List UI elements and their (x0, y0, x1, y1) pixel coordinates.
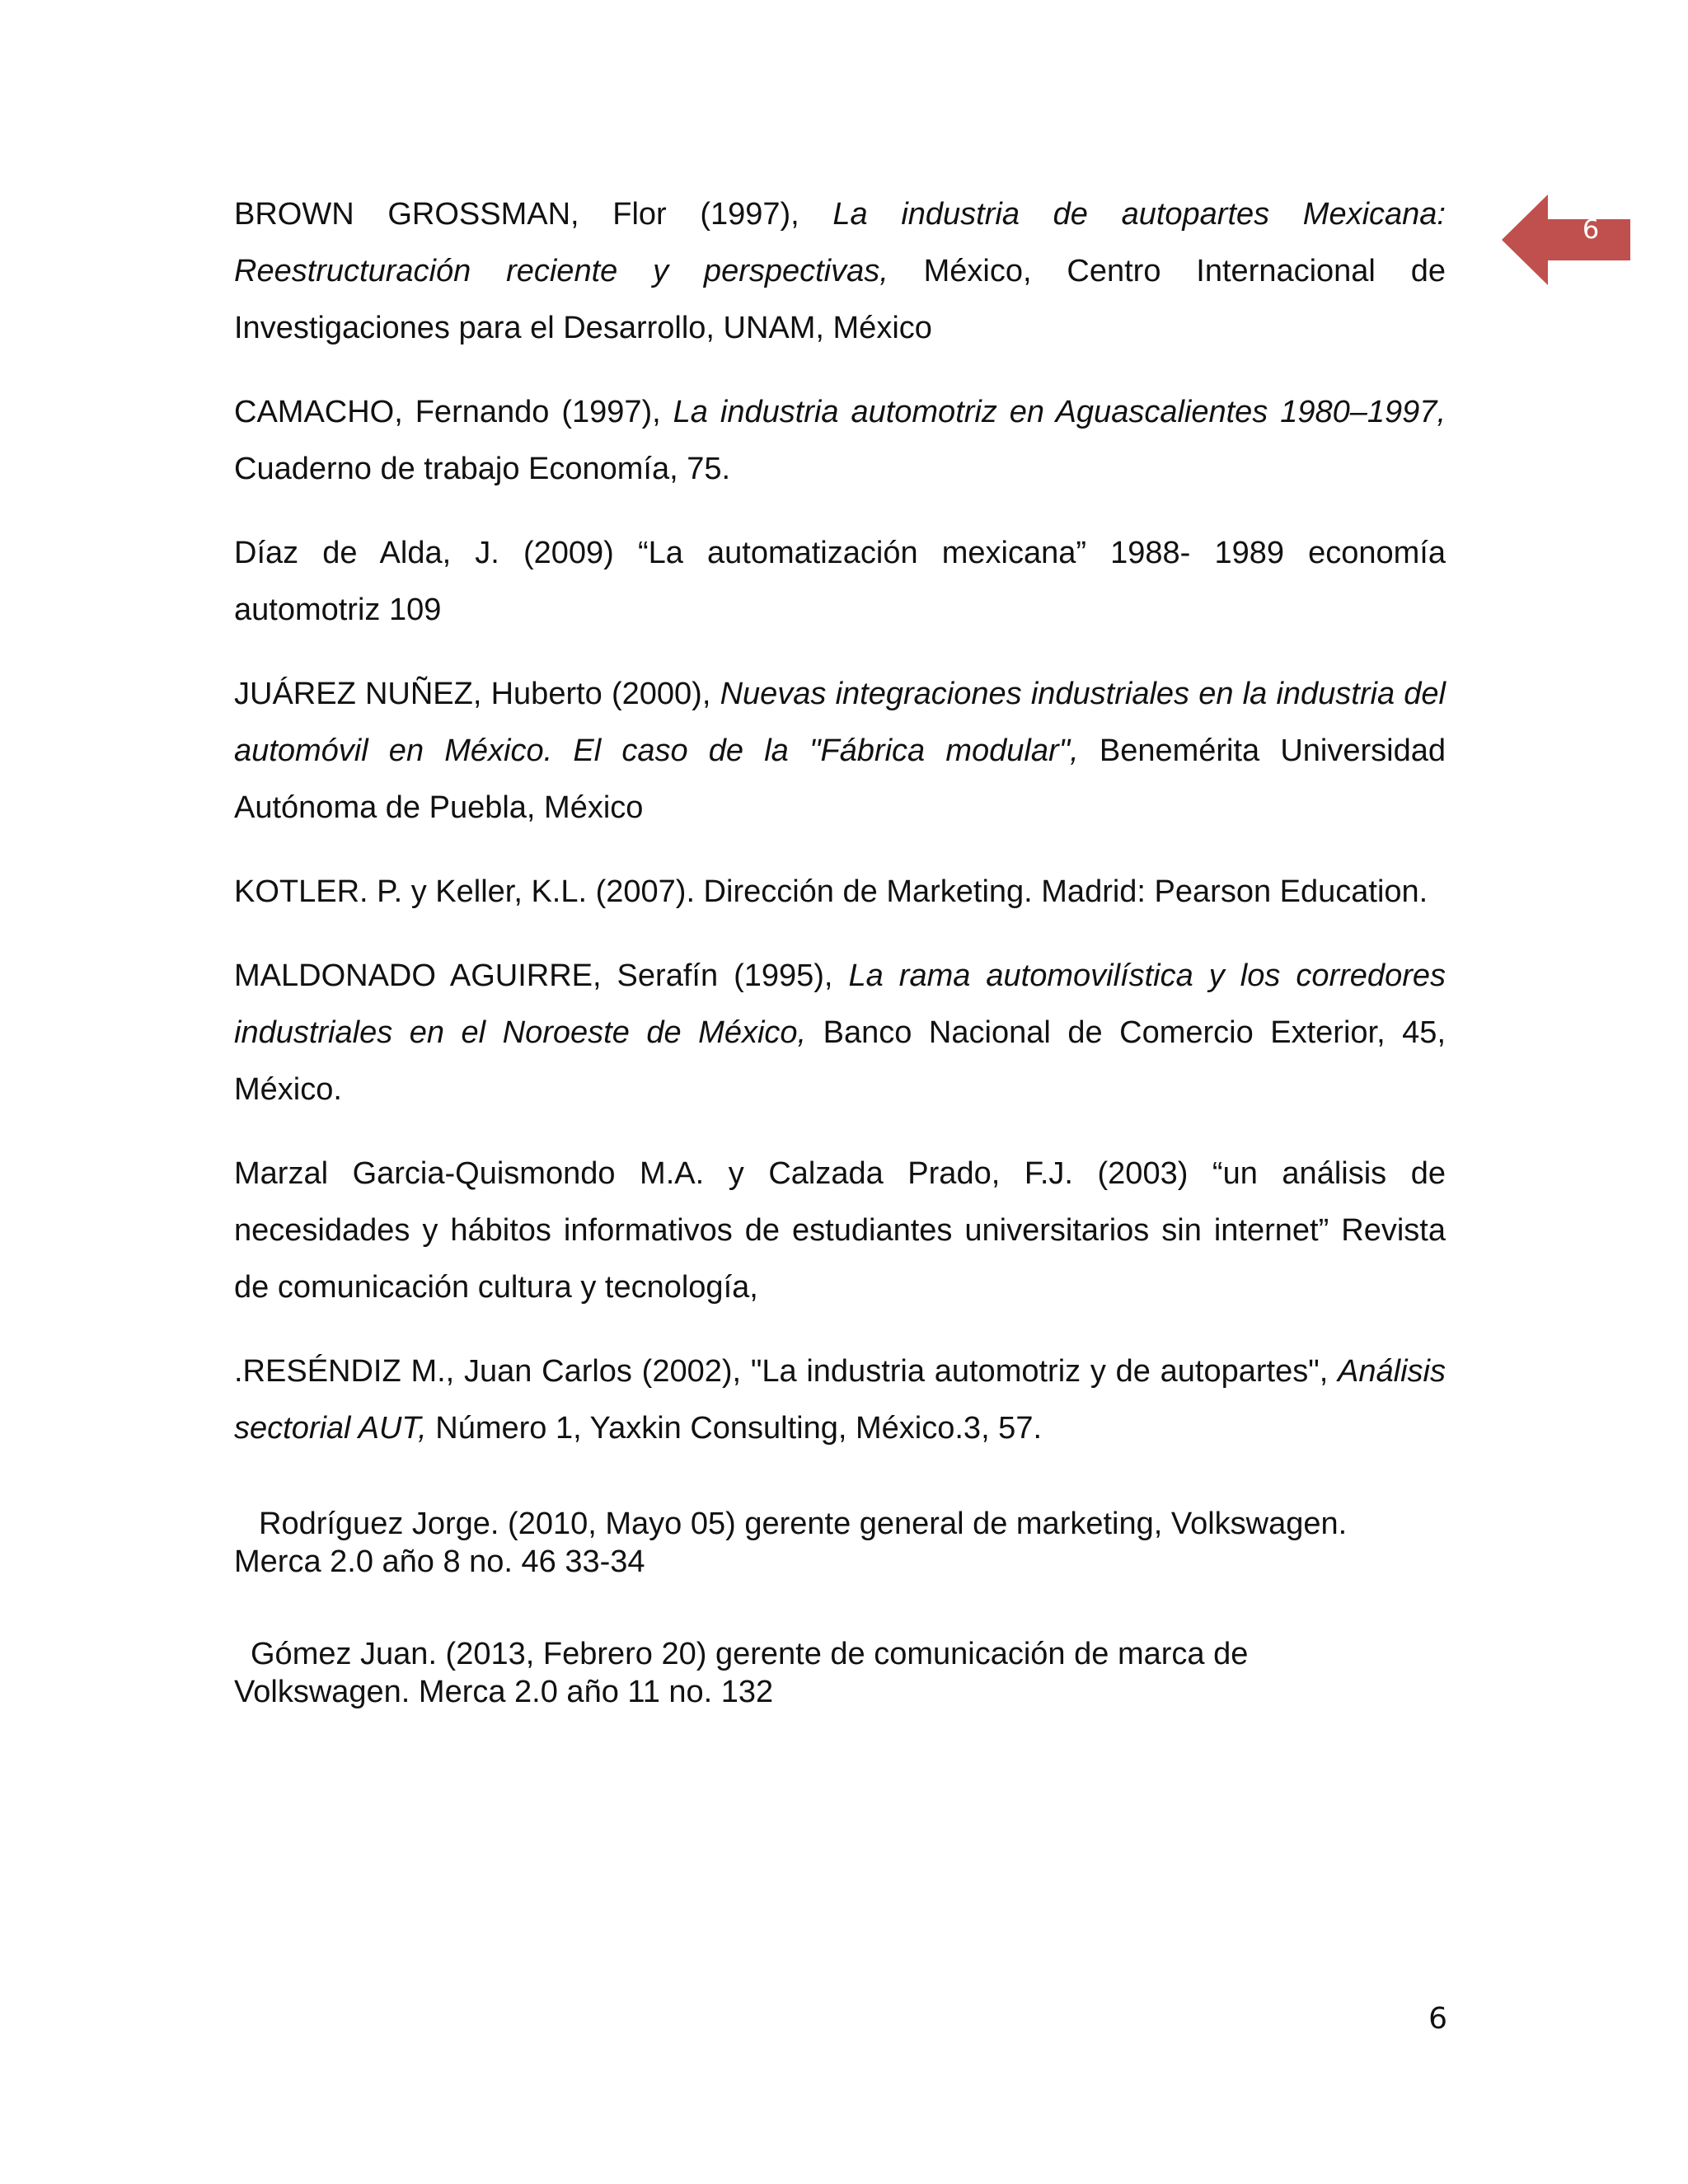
reference-entry (234, 186, 1446, 357)
interview-line: Merca 2.0 año 8 no. 46 33-34 (234, 1544, 645, 1579)
reference-list (234, 186, 1446, 1711)
reference-text: CAMACHO, Fernando (1997), (234, 395, 673, 429)
reference-entry (234, 525, 1446, 639)
interview-line: Volkswagen. Merca 2.0 año 11 no. 132 (234, 1675, 774, 1709)
reference-title: La rama automovilística y los corredores industriales en el Noroeste de México, (234, 958, 1446, 1050)
reference-entry (234, 1343, 1446, 1457)
reference-entry (234, 384, 1446, 498)
reference-text: JUÁREZ NUÑEZ, Huberto (2000), (234, 677, 720, 711)
interview-reference (234, 1635, 1446, 1711)
page-marker (1502, 194, 1630, 285)
reference-entry (234, 864, 1446, 921)
page-number: 6 (1428, 2002, 1447, 2036)
interview-reference (234, 1505, 1446, 1581)
reference-entry (234, 666, 1446, 837)
reference-text: KOTLER. P. y Keller, K.L. (2007). Dirección de Marketing. Madrid: Pearson Education. (234, 874, 1428, 909)
page-marker-label: 6 (1582, 213, 1600, 245)
reference-title: Nuevas integraciones industriales en la industria del automóvil en México. El caso de la "Fábrica modular", (234, 677, 1446, 768)
interview-line: Rodríguez Jorge. (2010, Mayo 05) gerente general de marketing, Volkswagen. (259, 1507, 1348, 1541)
reference-text: BROWN GROSSMAN, Flor (1997), (234, 197, 833, 232)
reference-text: México, Centro Internacional de Investigaciones para el Desarrollo, UNAM, México (234, 254, 1446, 345)
reference-text: Marzal Garcia-Quismondo M.A. y Calzada Prado, F.J. (2003) “un análisis de necesidades y hábitos informativos de estudiantes universitarios sin internet” Revista de comunicación cultura y tecnología, (234, 1156, 1446, 1305)
reference-title: La industria de autopartes Mexicana: Reestructuración reciente y perspectivas, (234, 197, 1446, 288)
reference-title: Análisis sectorial AUT, (234, 1354, 1446, 1446)
reference-text: Banco Nacional de Comercio Exterior, 45, México. (234, 1015, 1446, 1107)
reference-entry (234, 1146, 1446, 1316)
reference-title: La industria automotriz en Aguascalientes 1980–1997, (673, 395, 1446, 429)
reference-text: MALDONADO AGUIRRE, Serafín (1995), (234, 958, 849, 993)
interview-line: Gómez Juan. (2013, Febrero 20) gerente de comunicación de marca de (251, 1637, 1249, 1671)
reference-text: Díaz de Alda, J. (2009) “La automatización mexicana” 1988- 1989 economía automotriz 109 (234, 536, 1446, 627)
reference-text: Benemérita Universidad Autónoma de Puebla, México (234, 733, 1446, 825)
reference-text: .RESÉNDIZ M., Juan Carlos (2002), "La industria automotriz y de autopartes", (234, 1354, 1339, 1389)
reference-entry (234, 948, 1446, 1118)
reference-text: Cuaderno de trabajo Economía, 75. (234, 452, 731, 486)
reference-text: Número 1, Yaxkin Consulting, México.3, 57. (426, 1411, 1043, 1446)
